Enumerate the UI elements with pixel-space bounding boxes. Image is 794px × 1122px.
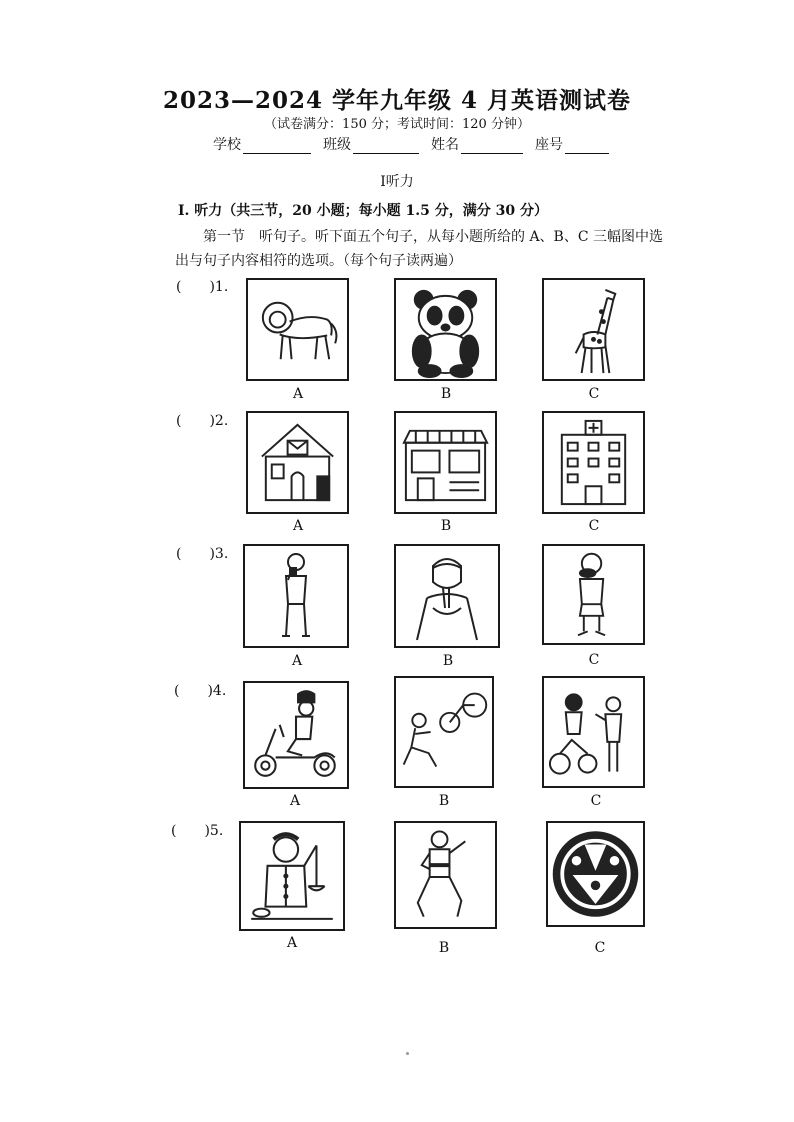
q4-label-a: A [289, 793, 301, 809]
man-eating-noodles-picture [396, 546, 498, 646]
q5-label-a: A [286, 935, 298, 951]
q3-option-c-picture[interactable] [542, 544, 645, 645]
q2-label-c: C [588, 518, 600, 534]
giraffe-picture [544, 280, 643, 379]
q1-label-b: B [440, 386, 452, 402]
student-info-row [213, 134, 615, 154]
q5-option-a-picture[interactable] [239, 821, 345, 931]
q1-label-a: A [292, 386, 304, 402]
hospital-picture [544, 413, 643, 512]
school-field [213, 134, 311, 154]
question-1-number: ( )1. [176, 279, 229, 295]
question-5-number: ( )5. [171, 823, 224, 839]
man-weighing-with-scale-picture [241, 823, 343, 929]
q5-label-c: C [594, 940, 606, 956]
paper-cutting-picture [548, 823, 643, 925]
q5-label-b: B [438, 940, 450, 956]
q4-option-b-picture[interactable] [394, 676, 494, 788]
seat-field [535, 134, 609, 154]
man-riding-scooter-picture [245, 683, 347, 787]
shop-picture [396, 413, 495, 512]
section-instructions: 第一节 听句子。听下面五个句子，从每小题所给的 A、B、C 三幅图中选出与句子内容相符的选项。（每个句子读两遍） [175, 229, 664, 269]
exam-subtitle: （试卷满分：150 分；考试时间：120 分钟） [264, 117, 530, 132]
q3-label-b: B [442, 653, 454, 669]
name-label: 姓名 [431, 137, 459, 153]
q4-label-c: C [590, 793, 602, 809]
listening-heading: Ⅰ听力 [380, 174, 414, 190]
boy-drinking-picture [245, 546, 347, 646]
q3-label-a: A [291, 653, 303, 669]
seat-label: 座号 [535, 137, 563, 153]
man-fallen-from-bike-picture [396, 678, 492, 786]
q2-label-a: A [292, 518, 304, 534]
q3-option-a-picture[interactable] [243, 544, 349, 648]
class-blank[interactable] [353, 139, 419, 154]
exam-title: 2023—2024 学年九年级 4 月英语测试卷 [162, 87, 632, 114]
seat-blank[interactable] [565, 139, 609, 154]
q5-option-c-picture[interactable] [546, 821, 645, 927]
name-blank[interactable] [461, 139, 523, 154]
q2-label-b: B [440, 518, 452, 534]
part-heading: Ⅰ. 听力（共三节，20 小题；每小题 1.5 分，满分 30 分） [178, 203, 548, 219]
q1-option-c-picture[interactable] [542, 278, 645, 381]
question-2-number: ( )2. [176, 413, 229, 429]
name-field [431, 134, 523, 154]
scan-speck [406, 1052, 409, 1055]
q4-option-c-picture[interactable] [542, 676, 645, 788]
q3-label-c: C [588, 652, 600, 668]
q1-label-c: C [588, 386, 600, 402]
q5-option-b-picture[interactable] [394, 821, 497, 929]
post-office-picture [248, 413, 347, 512]
q2-option-a-picture[interactable] [246, 411, 349, 514]
q2-option-b-picture[interactable] [394, 411, 497, 514]
class-field [323, 134, 419, 154]
boy-eating-picture [544, 546, 643, 643]
q2-option-c-picture[interactable] [542, 411, 645, 514]
q4-option-a-picture[interactable] [243, 681, 349, 789]
school-blank[interactable] [243, 139, 311, 154]
q4-label-b: B [438, 793, 450, 809]
q1-option-a-picture[interactable] [246, 278, 349, 381]
school-label: 学校 [213, 137, 241, 153]
q3-option-b-picture[interactable] [394, 544, 500, 648]
panda-picture [396, 280, 495, 379]
boy-doing-kung-fu-picture [396, 823, 495, 927]
question-4-number: ( )4. [174, 683, 227, 699]
lion-picture [248, 280, 347, 379]
class-label: 班级 [323, 137, 351, 153]
question-3-number: ( )3. [176, 546, 229, 562]
q1-option-b-picture[interactable] [394, 278, 497, 381]
policeman-and-rider-picture [544, 678, 643, 786]
